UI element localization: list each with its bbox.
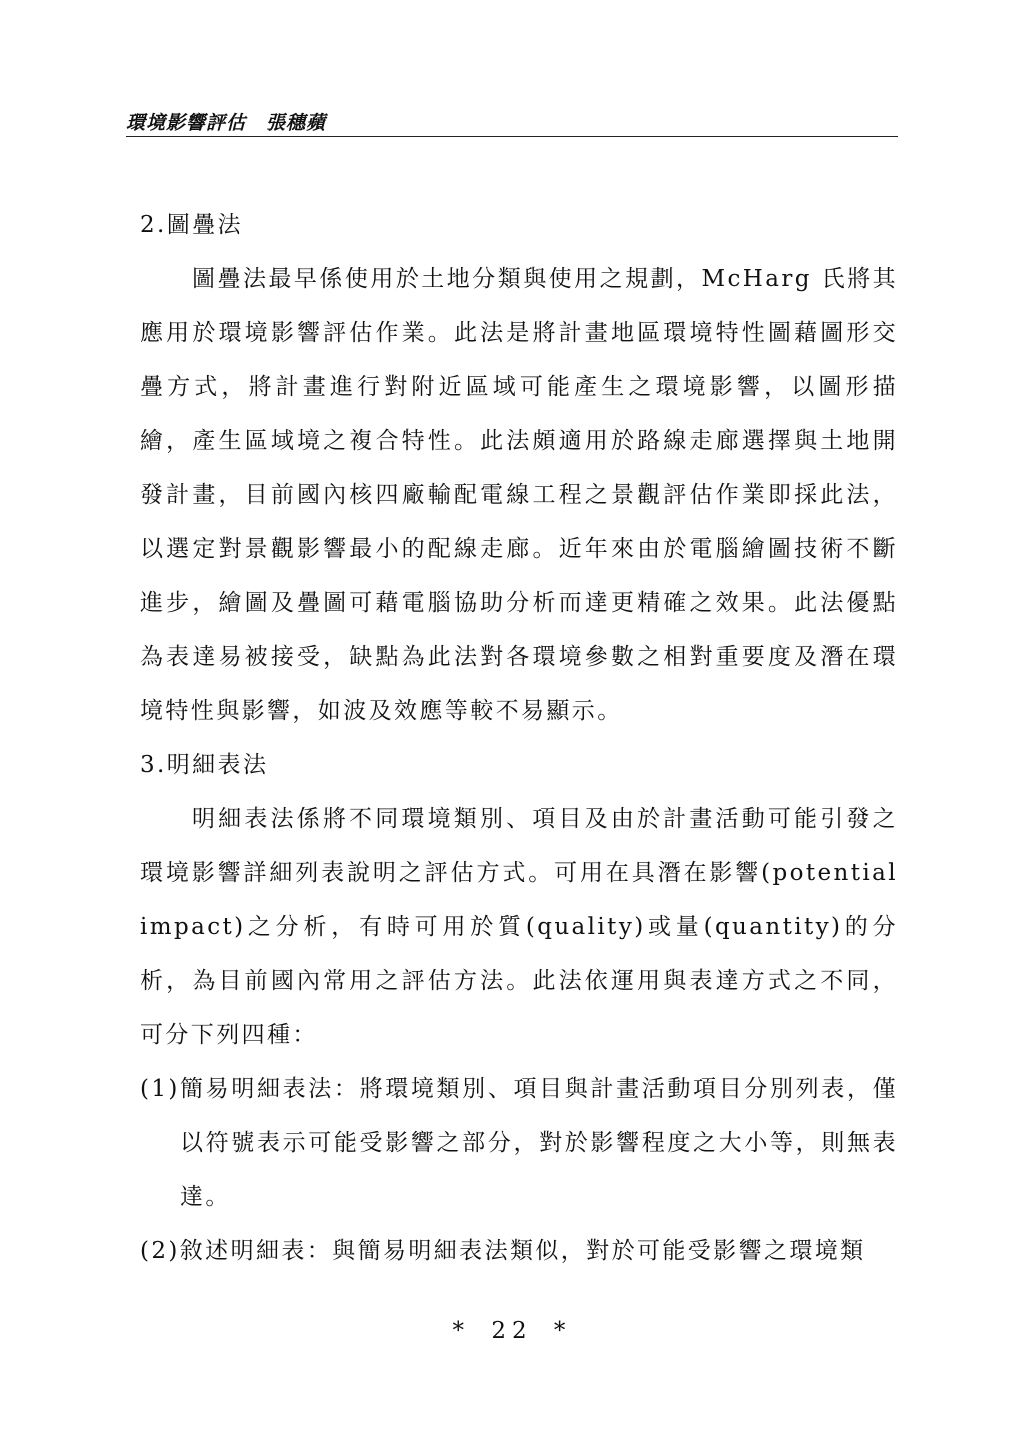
- page-header: [126, 108, 898, 137]
- document-body: [140, 198, 898, 1278]
- section-heading-overlay-method: 2.圖疊法: [140, 212, 243, 238]
- list-item-descriptive-checklist: (2)敘述明細表：與簡易明細表法類似，對於可能受影響之環境類: [140, 1238, 866, 1264]
- paragraph-overlay-method: 圖疊法最早係使用於土地分類與使用之規劃，McHarg 氏將其應用於環境影響評估作業。此法是將計畫地區環境特性圖藉圖形交疊方式，將計畫進行對附近區域可能產生之環境影響，以圖形描繪，產生區域境之複合特性。此法頗適用於路線走廊選擇與土地開發計畫，目前國內核四廠輸配電線工程之景觀評估作業即採此法，以選定對景觀影響最小的配線走廊。近年來由於電腦繪圖技術不斷進步，繪圖及疊圖可藉電腦協助分析而達更精確之效果。此法優點為表達易被接受，缺點為此法對各環境參數之相對重要度及潛在環境特性與影響，如波及效應等較不易顯示。: [140, 266, 898, 724]
- paragraph-checklist-method: 明細表法係將不同環境類別、項目及由於計畫活動可能引發之環境影響詳細列表說明之評估方式。可用在具潛在影響(potential impact)之分析，有時可用於質(quality)或量(quantity)的分析，為目前國內常用之評估方法。此法依運用與表達方式之不同，可分下列四種：: [140, 806, 898, 1048]
- header-title: 環境影響評估 張穗蘋: [126, 112, 327, 134]
- list-item-simple-checklist: (1)簡易明細表法：將環境類別、項目與計畫活動項目分別列表，僅以符號表示可能受影響之部分，對於影響程度之大小等，則無表達。: [140, 1076, 898, 1210]
- section-heading-checklist-method: 3.明細表法: [140, 752, 269, 778]
- page-number: * 22 *: [452, 1318, 572, 1344]
